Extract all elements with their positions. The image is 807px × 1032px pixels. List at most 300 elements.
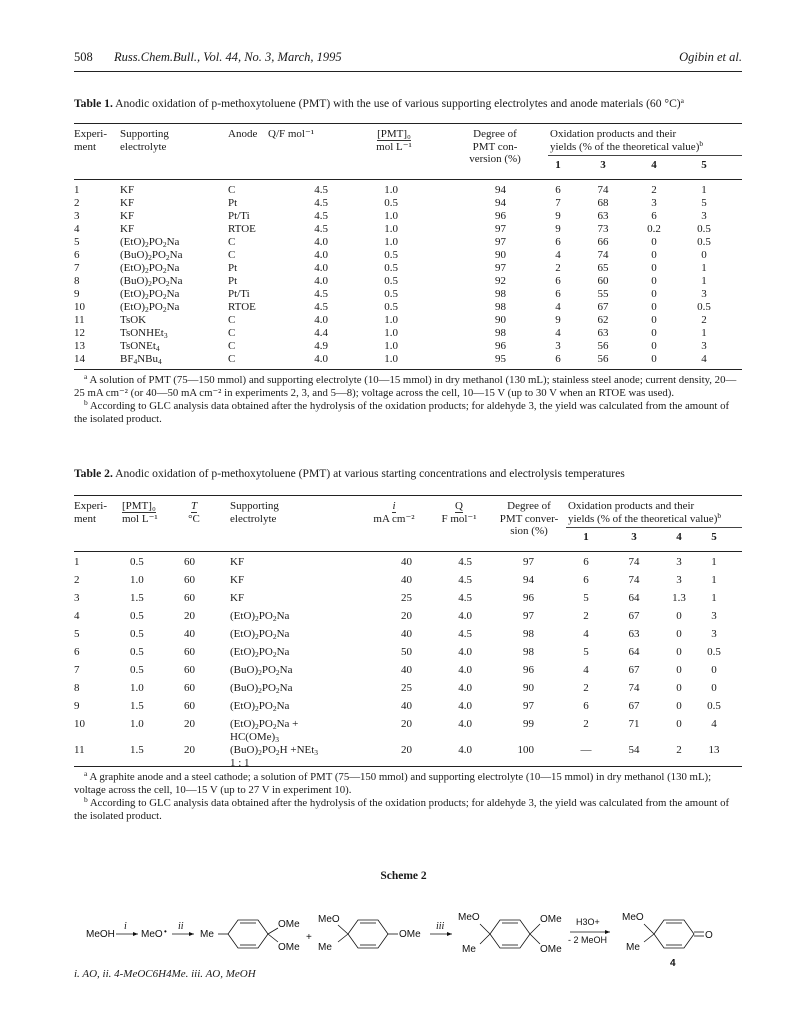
t1-cell-p4: 0 [651, 327, 657, 339]
t2-cell-pmt: 0.5 [130, 664, 144, 676]
table1-row [74, 262, 742, 275]
t2-h-pmt-2: mol L⁻¹ [122, 512, 158, 525]
compound-c-ome1: OMe [540, 914, 562, 925]
t1-cell-p3: 56 [597, 340, 609, 352]
t1-cell-p5: 0.5 [697, 223, 711, 235]
t1-cell-p1: 6 [555, 353, 561, 365]
table1-bottom-rule [74, 369, 742, 370]
table1-row [74, 210, 742, 223]
t2-h-i [368, 500, 420, 525]
t1-cell-an: C [228, 236, 236, 248]
t1-cell-n: 14 [74, 353, 85, 365]
t1-cell-p3: 56 [597, 353, 609, 365]
t2-cell-p5: 3 [711, 610, 717, 622]
t2-h-products [568, 500, 742, 525]
t2-cell-n: 4 [74, 610, 80, 622]
t2-cell-i: 20 [401, 610, 412, 622]
t1-cell-p5: 0.5 [697, 301, 711, 313]
t2-footnote-b [74, 797, 742, 823]
t2-cell-p4: 0 [676, 718, 682, 730]
t2-cell-p4: 0 [676, 664, 682, 676]
t2-cell-q: 4.0 [458, 610, 472, 622]
t2-cell-p3: 74 [628, 556, 640, 568]
t2-h-p3: 3 [631, 531, 637, 543]
t2-cell-q: 4.5 [458, 592, 472, 604]
t2-h-t-2: °C [188, 512, 200, 525]
t2-cell-pmt: 1.5 [130, 592, 144, 604]
t1-h-deg-2: PMT con- [472, 140, 518, 153]
compound-4-oxygen: O [705, 930, 713, 941]
t1-cell-q: 4.5 [314, 197, 328, 209]
t2-cell-p3: 67 [628, 610, 640, 622]
t2-h-t [182, 500, 206, 525]
scheme-plus: + [306, 932, 312, 943]
t2-h-pmt-1: [PMT]₀ [122, 500, 156, 512]
t2-cell-p4: 1.3 [672, 592, 686, 604]
table2-label: Table 2. [74, 467, 113, 480]
t1-cell-p1: 3 [555, 340, 561, 352]
t2-cell-p3: 64 [628, 646, 640, 658]
t2-cell-p4: 0 [676, 700, 682, 712]
t2-cell-p3: 71 [628, 718, 640, 730]
t2-h-p1: 1 [583, 531, 589, 543]
t1-cell-p3: 65 [597, 262, 609, 274]
t2-h-deg-2: PMT conver- [499, 512, 559, 525]
t1-cell-p5: 1 [701, 275, 707, 287]
t2-cell-p1: 2 [583, 718, 589, 730]
t1-h-el-2: electrolyte [120, 140, 167, 153]
t1-cell-p4: 0.2 [647, 223, 661, 235]
t2-h-exp-2: ment [74, 512, 96, 525]
t1-cell-an: C [228, 249, 236, 261]
compound-b-ome: OMe [399, 929, 421, 940]
t2-cell-p1: 6 [583, 556, 589, 568]
t1-cell-p5: 1 [701, 262, 707, 274]
t1-cell-q: 4.0 [314, 262, 328, 274]
t1-cell-p3: 62 [597, 314, 609, 326]
t2-h-prod-2: yields (% of the theoretical value) [568, 512, 718, 525]
t1-cell-n: 1 [74, 184, 80, 196]
t2-cell-t: 60 [184, 646, 195, 658]
t2-cell-p4: 3 [676, 556, 682, 568]
t2-cell-q: 4.0 [458, 664, 472, 676]
t1-cell-el: KF [120, 197, 135, 209]
bond-a2 [268, 928, 278, 934]
t1-cell-deg: 98 [495, 327, 506, 339]
t2-cell-n: 1 [74, 556, 80, 568]
t1-cell-n: 3 [74, 210, 80, 222]
t1-h-p3: 3 [600, 159, 606, 171]
table1-body [74, 184, 742, 368]
t1-cell-deg: 96 [495, 340, 506, 352]
table1-row [74, 353, 742, 366]
t2-cell-deg: 97 [523, 556, 534, 568]
t1-cell-p3: 67 [597, 301, 609, 313]
t2-h-el-1: Supporting [230, 500, 279, 512]
t1-cell-pmt: 0.5 [384, 288, 398, 300]
t2-h-exp-1: Experi- [74, 500, 107, 512]
t1-cell-n: 10 [74, 301, 85, 313]
t2-cell-t: 20 [184, 744, 195, 756]
t2-cell-pmt: 0.5 [130, 556, 144, 568]
t2-h-deg-3: sion (%) [510, 525, 548, 538]
t2-cell-p5: 1 [711, 556, 717, 568]
table1-row [74, 249, 742, 262]
t1-cell-deg: 98 [495, 288, 506, 300]
table1-row [74, 197, 742, 210]
t2-cell-i: 40 [401, 574, 412, 586]
t1-cell-an: RTOE [228, 223, 256, 235]
table1-top-rule [74, 123, 742, 124]
arrow-i-label: i [124, 921, 127, 932]
scheme-legend: i. AO, ii. 4-MeOC6H4Me. iii. AO, MeOH [74, 968, 256, 980]
t1-cell-an: Pt/Ti [228, 288, 250, 300]
t2-cell-t: 20 [184, 610, 195, 622]
bond-b2 [338, 934, 348, 942]
table1-row [74, 223, 742, 236]
t2-cell-deg: 94 [523, 574, 534, 586]
t1-cell-pmt: 1.0 [384, 314, 398, 326]
t2-cell-deg: 90 [523, 682, 534, 694]
t1-cell-p5: 3 [701, 210, 707, 222]
t1-h-exp-1: Experi- [74, 128, 107, 140]
t1-cell-deg: 98 [495, 301, 506, 313]
t2-cell-q: 4.0 [458, 700, 472, 712]
t2-h-q [434, 500, 484, 525]
t1-h-prod-1: Oxidation products and their [550, 128, 677, 140]
t2-cell-q: 4.0 [458, 718, 472, 730]
t2-cell-p3: 67 [628, 700, 640, 712]
t1-cell-q: 4.0 [314, 275, 328, 287]
t1-cell-n: 9 [74, 288, 80, 300]
t2-cell-el: $(BuO)_2PO_2Na$ [230, 664, 293, 677]
t2-h-i-2: mA cm⁻² [373, 512, 415, 525]
t2-cell-t: 60 [184, 574, 195, 586]
t1-cell-pmt: 1.0 [384, 210, 398, 222]
t1-cell-p3: 73 [597, 223, 609, 235]
t1-cell-q: 4.0 [314, 314, 328, 326]
t2-h-el-2: electrolyte [230, 512, 277, 525]
scheme-title: Scheme 2 [380, 870, 427, 882]
table2-caption [74, 467, 744, 481]
t2-cell-el: $(EtO)_2PO_2Na$ [230, 610, 290, 623]
t1-cell-el: KF [120, 210, 135, 222]
t1-cell-p3: 66 [597, 236, 609, 248]
table1-caption [74, 97, 744, 111]
t2-cell-n: 6 [74, 646, 80, 658]
t1-cell-pmt: 0.5 [384, 249, 398, 261]
t1-h-q: Q/F mol⁻¹ [268, 128, 315, 140]
t2-cell-el: $(BuO)_2PO_2H +NEt_3$ 1 : 1 [230, 744, 319, 769]
t2-cell-n: 2 [74, 574, 80, 586]
t1-cell-an: Pt/Ti [228, 210, 250, 222]
t1-cell-an: C [228, 314, 236, 326]
t1-h-p5: 5 [701, 159, 707, 171]
t2-cell-q: 4.0 [458, 682, 472, 694]
t1-h-pmt [368, 128, 420, 153]
t1-h-exp [74, 128, 107, 153]
t2-h-deg [494, 500, 564, 538]
t1-cell-n: 5 [74, 236, 80, 248]
arrow-i-head [133, 932, 138, 936]
t2-footnote-a [74, 771, 742, 797]
t1-cell-p1: 2 [555, 262, 561, 274]
t1-cell-p1: 4 [555, 301, 561, 313]
ring-d [654, 920, 694, 948]
t2-cell-p4: 2 [676, 744, 682, 756]
t1-footnote-b [74, 400, 742, 426]
t2-cell-p5: 3 [711, 628, 717, 640]
t1-cell-el: $BF_4NBu_4$ [120, 353, 162, 366]
t2-h-q-2: F mol⁻¹ [441, 512, 477, 525]
compound-4-number: 4 [670, 958, 676, 969]
arrow-ii-head [189, 932, 194, 936]
t1-cell-pmt: 0.5 [384, 275, 398, 287]
t2-cell-p3: 54 [628, 744, 640, 756]
t2-cell-p1: 4 [583, 664, 589, 676]
compound-4-meo: MeO [622, 912, 644, 923]
t1-cell-q: 4.5 [314, 288, 328, 300]
t1-h-deg-1: Degree of [473, 128, 517, 140]
t2-cell-pmt: 1.5 [130, 744, 144, 756]
t1-cell-n: 6 [74, 249, 80, 261]
compound-b-meo: MeO [318, 914, 340, 925]
t2-fn-mark-b: b [84, 795, 88, 804]
t2-cell-pmt: 0.5 [130, 646, 144, 658]
table1-caption-text: Anodic oxidation of p-methoxytoluene (PMT) with the use of various supporting electrolytes and anode materials (60 °C) [115, 97, 681, 110]
t1-cell-q: 4.5 [314, 223, 328, 235]
table2-top-rule [74, 495, 742, 496]
t1-cell-p1: 9 [555, 223, 561, 235]
t2-cell-deg: 97 [523, 610, 534, 622]
t2-cell-n: 5 [74, 628, 80, 640]
t1-cell-p5: 0.5 [697, 236, 711, 248]
t2-cell-pmt: 0.5 [130, 628, 144, 640]
t2-cell-t: 40 [184, 628, 195, 640]
t2-cell-p4: 0 [676, 628, 682, 640]
t1-cell-el: $(BuO)_2PO_2Na$ [120, 275, 183, 288]
t1-fn-mark-a: a [84, 372, 88, 381]
footnote-mark-a: a [680, 96, 685, 105]
t1-cell-pmt: 1.0 [384, 327, 398, 339]
t2-cell-p4: 3 [676, 574, 682, 586]
t2-cell-t: 60 [184, 700, 195, 712]
t2-cell-p5: 0.5 [707, 646, 721, 658]
t1-cell-q: 4.0 [314, 236, 328, 248]
compound-c-meo: MeO [458, 912, 480, 923]
bond-c2 [480, 934, 490, 944]
t1-h-pmt-1: [PMT]₀ [377, 128, 411, 140]
t2-cell-t: 60 [184, 664, 195, 676]
t1-cell-q: 4.5 [314, 210, 328, 222]
compound-a-ome2: OMe [278, 942, 300, 953]
t2-fn-mark-a: a [84, 769, 88, 778]
t2-h-el [230, 500, 279, 525]
t1-cell-n: 8 [74, 275, 80, 287]
t1-cell-an: Pt [228, 275, 238, 287]
t1-cell-p1: 9 [555, 210, 561, 222]
t2-cell-t: 60 [184, 592, 195, 604]
t1-cell-p1: 6 [555, 184, 561, 196]
t2-cell-p1: 4 [583, 628, 589, 640]
t2-cell-p3: 64 [628, 592, 640, 604]
t1-cell-n: 12 [74, 327, 85, 339]
t1-cell-p4: 0 [651, 236, 657, 248]
t2-cell-p3: 74 [628, 682, 640, 694]
t1-cell-deg: 90 [495, 249, 506, 261]
t2-cell-t: 20 [184, 718, 195, 730]
t2-cell-deg: 98 [523, 628, 534, 640]
t1-cell-el: KF [120, 223, 135, 235]
arrow-ii-label: ii [178, 921, 184, 932]
journal-reference: Russ.Chem.Bull., Vol. 44, No. 3, March, 1995 [114, 50, 342, 64]
t1-cell-deg: 97 [495, 223, 506, 235]
t1-h-anode: Anode [228, 128, 258, 140]
arrow-iii-head [447, 932, 452, 936]
t2-cell-i: 25 [401, 592, 412, 604]
t1-footnote-a [74, 374, 742, 400]
t2-cell-n: 3 [74, 592, 80, 604]
t2-cell-p1: 6 [583, 700, 589, 712]
t2-cell-deg: 99 [523, 718, 534, 730]
t1-cell-deg: 94 [495, 197, 506, 209]
t2-h-i-1: i [392, 500, 396, 512]
table1-footnotes [74, 374, 742, 426]
t1-h-products [550, 128, 742, 153]
t2-cell-pmt: 1.5 [130, 700, 144, 712]
t2-cell-deg: 97 [523, 700, 534, 712]
t1-cell-p4: 6 [651, 210, 657, 222]
t1-cell-el: TsONHEt$_3$ [120, 327, 168, 340]
t2-fn-a-text: A graphite anode and a steel cathode; a solution of PMT (75—150 mmol) and supporting electrolyte (10—15 mmol) in dry methanol (130 mL); voltage across the cell, 10—15 V (up to 27 V in experiment 10). [74, 771, 712, 796]
t2-cell-el: $(BuO)_2PO_2Na$ [230, 682, 293, 695]
table1-row [74, 301, 742, 314]
t2-fn-b-text: According to GLC analysis data obtained after the hydrolysis of the oxidation products; for aldehyde 3, the yield was calculated from the amount of the isolated product. [74, 797, 730, 822]
t1-cell-p5: 4 [701, 353, 707, 365]
t1-cell-p5: 1 [701, 184, 707, 196]
t2-cell-p1: 2 [583, 682, 589, 694]
bond-d1 [644, 924, 654, 934]
t2-cell-p3: 67 [628, 664, 640, 676]
t2-cell-pmt: 1.0 [130, 682, 144, 694]
t1-cell-p5: 2 [701, 314, 707, 326]
t2-h-t-1: T [190, 500, 198, 512]
t2-cell-p5: 4 [711, 718, 717, 730]
t1-h-deg [458, 128, 532, 166]
table1-row [74, 327, 742, 340]
t2-cell-i: 20 [401, 744, 412, 756]
table2-footnotes [74, 771, 742, 823]
t2-cell-t: 60 [184, 556, 195, 568]
t2-cell-p5: 1 [711, 592, 717, 604]
t2-cell-i: 40 [401, 628, 412, 640]
t2-cell-p1: 5 [583, 646, 589, 658]
table2-header-rule [74, 551, 742, 552]
t2-cell-p5: 0.5 [707, 700, 721, 712]
t1-cell-el: $(EtO)_2PO_2Na$ [120, 262, 180, 275]
t1-cell-p4: 0 [651, 340, 657, 352]
t1-cell-p5: 5 [701, 197, 707, 209]
t2-cell-p4: 0 [676, 646, 682, 658]
t1-cell-deg: 96 [495, 210, 506, 222]
scheme-meoh: MeOH [86, 929, 115, 940]
t1-h-deg-3: version (%) [469, 153, 521, 166]
t1-cell-q: 4.0 [314, 353, 328, 365]
table1-row [74, 314, 742, 327]
t2-cell-deg: 100 [517, 744, 534, 756]
t1-h-pmt-2: mol L⁻¹ [376, 140, 412, 153]
table1-header-rule [74, 179, 742, 180]
t1-cell-p1: 4 [555, 249, 561, 261]
t2-cell-deg: 98 [523, 646, 534, 658]
t1-cell-el: TsONEt$_4$ [120, 340, 160, 353]
t1-cell-p4: 0 [651, 262, 657, 274]
t1-fn-b-text: According to GLC analysis data obtained after the hydrolysis of the oxidation products; for aldehyde 3, the yield was calculated from the amount of the isolated product. [74, 400, 730, 425]
t1-cell-p3: 74 [597, 249, 609, 261]
table1-row [74, 340, 742, 353]
t1-cell-p3: 55 [597, 288, 609, 300]
compound-c-me: Me [462, 944, 476, 955]
t1-cell-p5: 1 [701, 327, 707, 339]
scheme-diagram [60, 892, 750, 972]
t1-cell-n: 11 [74, 314, 85, 326]
t2-cell-n: 8 [74, 682, 80, 694]
t1-h-prod-2: yields (% of the theoretical value) [550, 140, 700, 153]
t2-cell-el: KF [230, 556, 245, 568]
table2-body [74, 556, 742, 769]
t2-cell-p5: 0 [711, 664, 717, 676]
t2-cell-i: 50 [401, 646, 412, 658]
t1-cell-q: 4.5 [314, 301, 328, 313]
table2-caption-text: Anodic oxidation of p-methoxytoluene (PMT) at various starting concentrations and electrolysis temperatures [115, 467, 625, 480]
t1-cell-deg: 92 [495, 275, 506, 287]
t1-cell-n: 7 [74, 262, 80, 274]
t2-cell-q: 4.0 [458, 646, 472, 658]
t1-cell-q: 4.5 [314, 184, 328, 196]
t2-cell-el: $(EtO)_2PO_2Na$ + $HC(OMe)_3$ [230, 718, 299, 744]
t1-cell-an: Pt [228, 262, 238, 274]
t1-cell-q: 4.0 [314, 249, 328, 261]
t2-cell-p1: 5 [583, 592, 589, 604]
t1-cell-deg: 97 [495, 262, 506, 274]
table1-row [74, 288, 742, 301]
t1-cell-p5: 0 [701, 249, 707, 261]
t2-footnote-mark-b: b [717, 510, 722, 520]
t1-cell-an: C [228, 327, 236, 339]
t2-h-deg-1: Degree of [507, 500, 551, 512]
t1-cell-deg: 94 [495, 184, 506, 196]
t1-cell-pmt: 0.5 [384, 301, 398, 313]
t2-cell-q: 4.5 [458, 556, 472, 568]
footnote-mark-b: b [699, 138, 704, 148]
t1-fn-a-text: A solution of PMT (75—150 mmol) and supporting electrolyte (10—15 mmol) in dry methanol (130 mL); stainless steel anode; current density, 20—25 mA cm⁻² (or 40—50 mA cm⁻² in experiments 2, 3, and 5—8); voltage across the cell, 10—15 V (up to 30 V when an RTOE was used). [74, 374, 737, 399]
t2-cell-p5: 1 [711, 574, 717, 586]
compound-a-ome1: OMe [278, 919, 300, 930]
t2-cell-p4: 0 [676, 610, 682, 622]
compound-c-ome2: OMe [540, 944, 562, 955]
t2-products-rule [566, 527, 742, 528]
arrow-iii-label: iii [436, 921, 445, 932]
t1-cell-pmt: 0.5 [384, 197, 398, 209]
t2-cell-el: $(EtO)_2PO_2Na$ [230, 628, 290, 641]
t1-products-rule [548, 155, 742, 156]
t2-cell-p3: 63 [628, 628, 640, 640]
compound-b-me: Me [318, 942, 332, 953]
t2-h-prod-1: Oxidation products and their [568, 500, 695, 512]
t1-cell-p4: 0 [651, 314, 657, 326]
t2-cell-n: 10 [74, 718, 85, 730]
t1-cell-p5: 3 [701, 288, 707, 300]
